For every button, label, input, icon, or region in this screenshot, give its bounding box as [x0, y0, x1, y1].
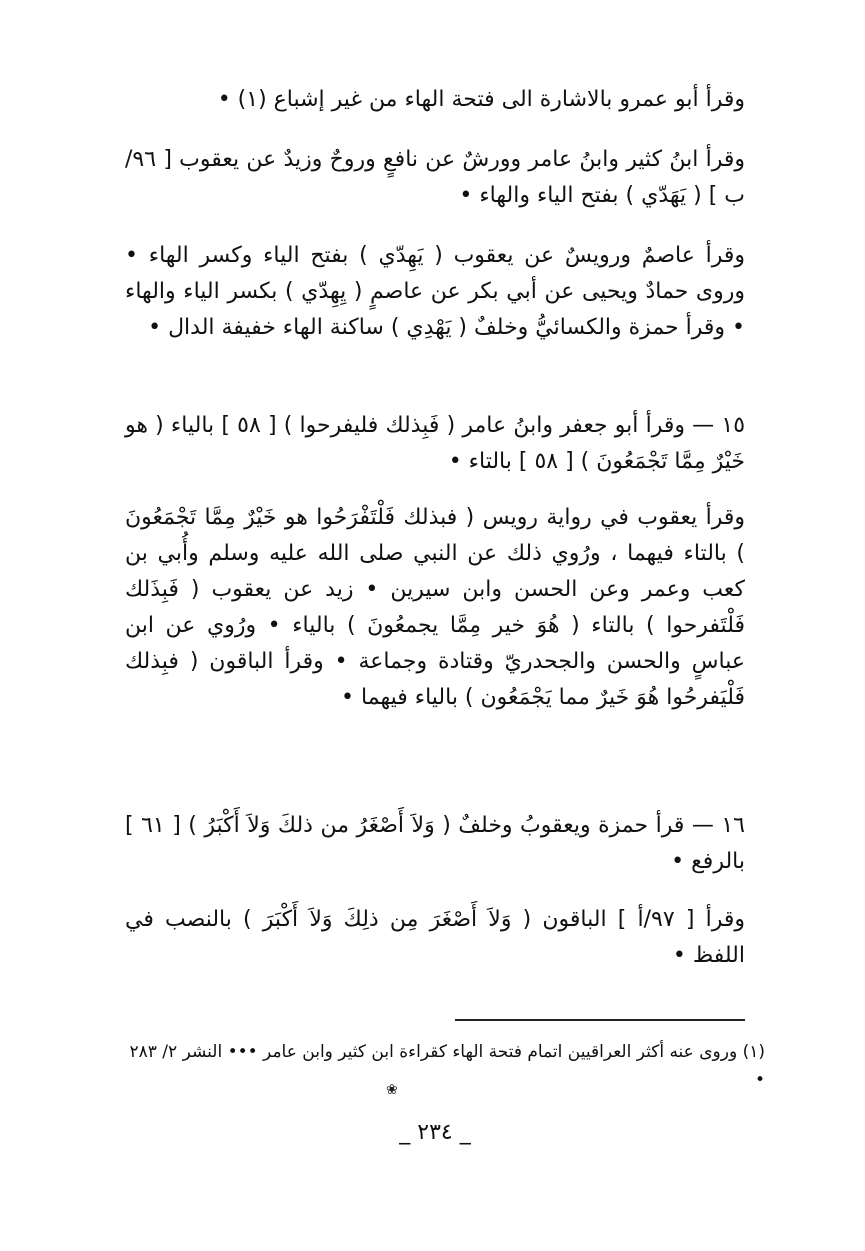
paragraph-al-baqun: وقرأ [ ٩٧/أ ] الباقون ( وَلاَ أَصْغَرَ مِن ذلِكَ وَلاَ أَكْبَرَ ) بالنصب في اللفظ • — [125, 907, 745, 968]
paragraph-yaqub-ruways: وقرأ يعقوب في رواية رويس ( فبذلك فَلْتَفْرَحُوا هو خَيْرٌ مِمَّا تَجْمَعُونَ ) بالتاء فيهما ، ورُوي ذلك عن النبي صلى الله عليه وسلم وأُبي بن كعب وعمر وعن الحسن وابن سيرين • زيد عن يعقوب ( فَبِذَلك فَلْتَفرحوا ) بالتاء ( هُوَ خير مِمَّا يجمعُونَ ) بالياء • ورُوي عن ابن عباسٍ والحسن والجحدريّ وقتادة وجماعة • وقرأ الباقون ( فبِذلك فَلْيَفرحُوا هُوَ خَيرٌ مما يَجْمَعُون ) بالياء فيهما • — [125, 505, 745, 710]
paragraph-asim: وقرأ عاصمٌ ورويسٌ عن يعقوب ( يَهِدّي ) بفتح الياء وكسر الهاء • وروى حمادٌ ويحيى عن أبي بكر عن عاصمٍ ( يِهِدّي ) بكسر الياء والهاء • وقرأ حمزة والكسائيُّ وخلفٌ ( يَهْدِي ) ساكنة الهاء خفيفة الدال • — [125, 243, 745, 340]
ornament-icon: ❀ — [386, 1082, 398, 1098]
page-number: _ ٢٣٤ _ — [399, 1120, 471, 1145]
footnote-marker: (١) — [742, 1042, 765, 1062]
paragraph-abu-amr: وقرأ أبو عمرو بالاشارة الى فتحة الهاء من غير إشباع (١) • — [217, 87, 745, 112]
footnote-divider — [455, 1019, 745, 1021]
footnote-text: وروى عنه أكثر العراقيين اتمام فتحة الهاء كقراءة ابن كثير وابن عامر ••• النشر ٢/ ٢٨٣ • — [129, 1042, 765, 1090]
paragraph-verse-15: ١٥ — وقرأ أبو جعفر وابنُ عامر ( فَبِذلك فليفرحوا ) [ ٥٨ ] بالياء ( هو خَيْرٌ مِمَّا تَجْمَعُونَ ) [ ٥٨ ] بالتاء • — [125, 413, 746, 474]
footnote — [125, 1038, 765, 1094]
paragraph-verse-16: ١٦ — قرأ حمزة ويعقوبُ وخلفٌ ( وَلاَ أَصْغَرُ من ذلكَ وَلاَ أَكْبَرُ ) [ ٦١ ] بالرفع • — [125, 813, 745, 874]
paragraph-ibn-kathir: وقرأ ابنُ كثير وابنُ عامر وورشٌ عن نافعٍ وروحٌ وزيدٌ عن يعقوب [ ٩٦/ب ] ( يَهَدّي ) بفتح الياء والهاء • — [125, 147, 745, 208]
